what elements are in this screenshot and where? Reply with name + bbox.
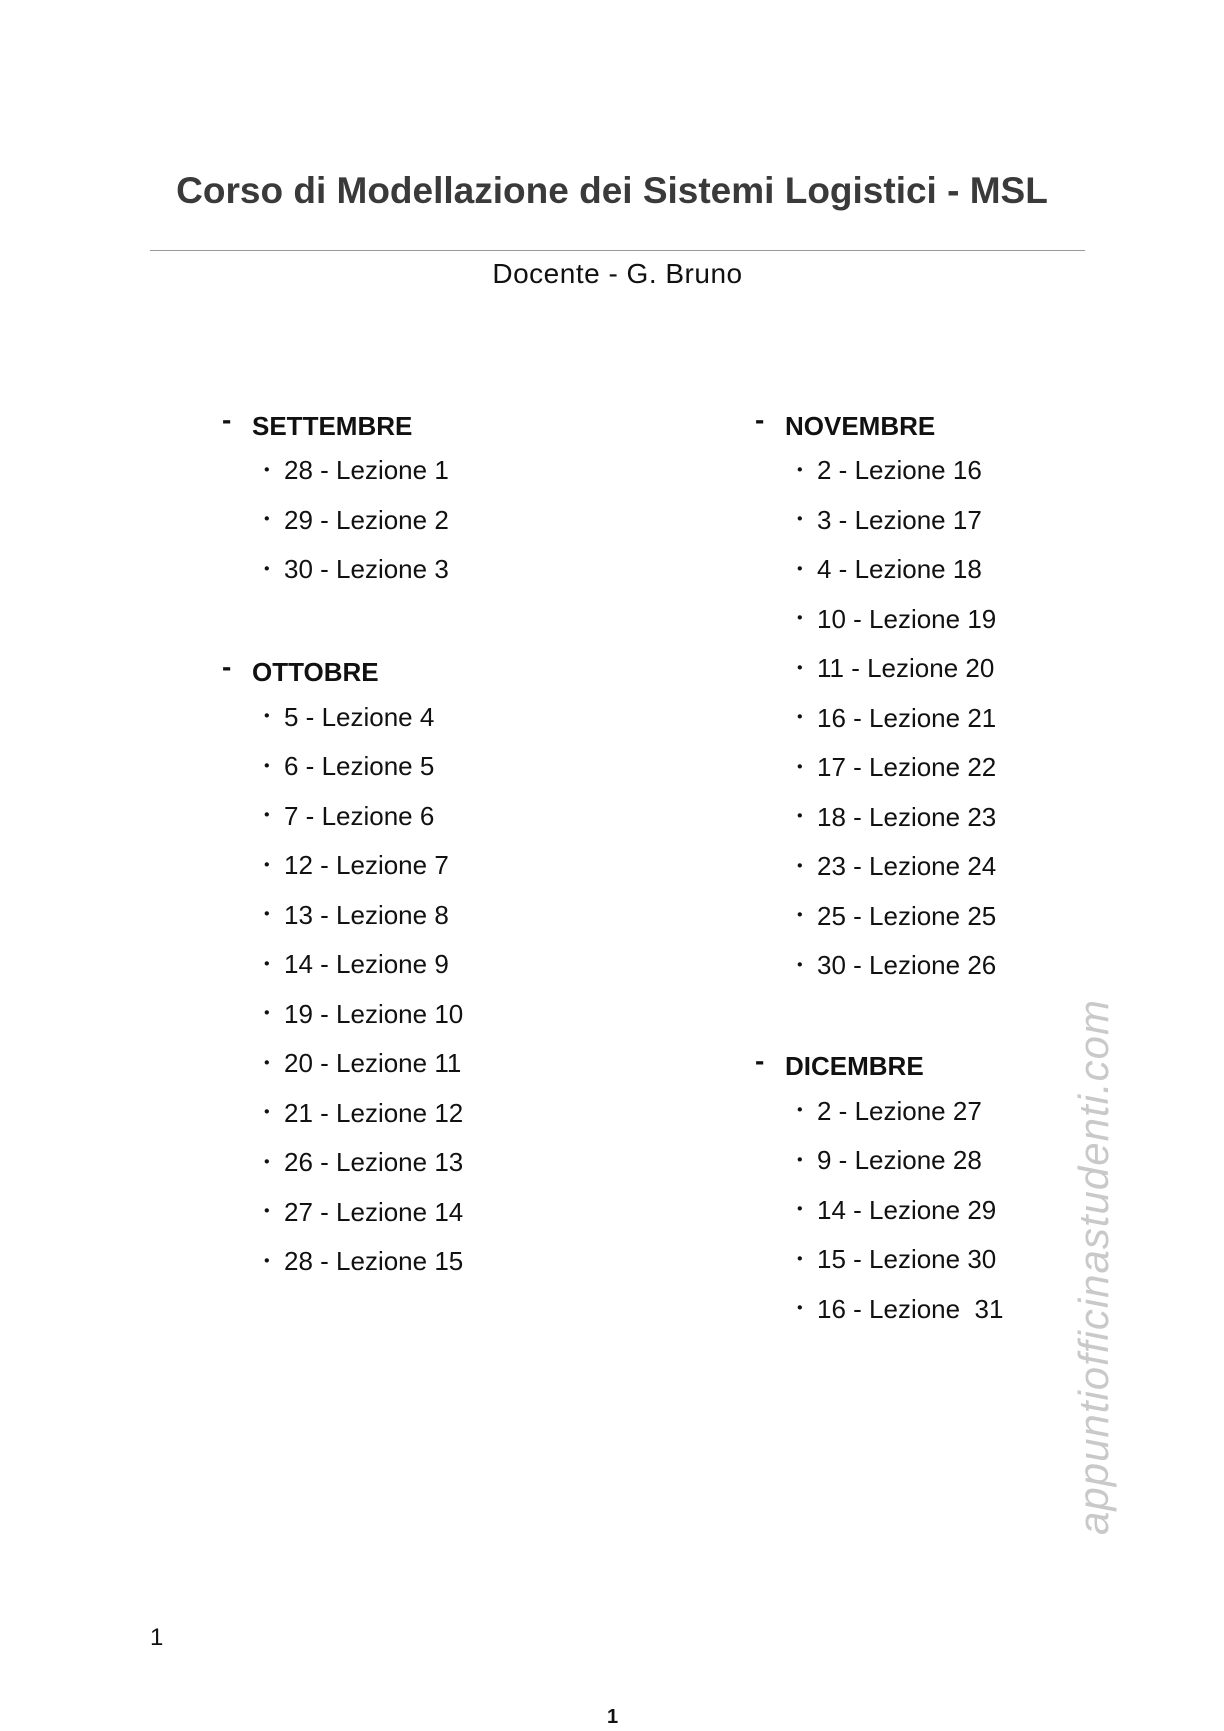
list-item: • 18 - Lezione 23 [755, 793, 1003, 843]
title-divider [150, 250, 1085, 251]
page-number: 1 [150, 1624, 164, 1651]
list-item: • 23 - Lezione 24 [755, 842, 1003, 892]
list-item: • 2 - Lezione 16 [755, 446, 1003, 496]
list-item: • 14 - Lezione 9 [222, 940, 463, 990]
list-item: • 12 - Lezione 7 [222, 841, 463, 891]
list-item: • 9 - Lezione 28 [755, 1136, 1003, 1186]
month-header-novembre [755, 406, 1003, 446]
month-name: DICEMBRE [785, 1051, 924, 1081]
list-item: • 20 - Lezione 11 [222, 1039, 463, 1089]
list-item: • 28 - Lezione 15 [222, 1237, 463, 1287]
list-item: • 16 - Lezione 21 [755, 694, 1003, 744]
list-item: • 25 - Lezione 25 [755, 892, 1003, 942]
page-number-footer: 1 [607, 1706, 619, 1728]
watermark: appuntiofficinastudenti.com [1070, 999, 1117, 1535]
list-item: • 11 - Lezione 20 [755, 644, 1003, 694]
list-item: • 17 - Lezione 22 [755, 743, 1003, 793]
right-column [755, 406, 1003, 1334]
month-name: NOVEMBRE [785, 410, 936, 441]
dash-marker: - [755, 1044, 765, 1076]
list-item: • 13 - Lezione 8 [222, 891, 463, 941]
lesson-list-dicembre [755, 1087, 1003, 1335]
lesson-list-ottobre [222, 693, 463, 1287]
list-item: • 7 - Lezione 6 [222, 792, 463, 842]
month-header-settembre [222, 406, 463, 446]
list-item: • 21 - Lezione 12 [222, 1089, 463, 1139]
month-header-dicembre [755, 1044, 1003, 1087]
lesson-list-settembre [222, 446, 463, 595]
list-item: • 4 - Lezione 18 [755, 545, 1003, 595]
list-item: • 30 - Lezione 26 [755, 941, 1003, 991]
list-item: • 28 - Lezione 1 [222, 446, 463, 496]
list-item: • 15 - Lezione 30 [755, 1235, 1003, 1285]
page-subtitle: Docente - G. Bruno [492, 258, 743, 289]
left-column [222, 406, 463, 1287]
list-item: • 16 - Lezione 31 [755, 1285, 1003, 1335]
list-item: • 6 - Lezione 5 [222, 742, 463, 792]
dash-marker: - [755, 404, 765, 435]
page-title: Corso di Modellazione dei Sistemi Logistici - MSL [176, 170, 1048, 211]
month-header-ottobre [222, 650, 463, 693]
dash-marker: - [222, 650, 232, 682]
list-item: • 2 - Lezione 27 [755, 1087, 1003, 1137]
list-item: • 5 - Lezione 4 [222, 693, 463, 743]
list-item: • 30 - Lezione 3 [222, 545, 463, 595]
list-item: • 27 - Lezione 14 [222, 1188, 463, 1238]
list-item: • 3 - Lezione 17 [755, 496, 1003, 546]
month-name: SETTEMBRE [252, 410, 413, 441]
list-item: • 26 - Lezione 13 [222, 1138, 463, 1188]
list-item: • 10 - Lezione 19 [755, 595, 1003, 645]
dash-marker: - [222, 404, 232, 435]
list-item: • 29 - Lezione 2 [222, 496, 463, 546]
lesson-list-novembre [755, 446, 1003, 991]
list-item: • 14 - Lezione 29 [755, 1186, 1003, 1236]
month-name: OTTOBRE [252, 657, 379, 687]
list-item: • 19 - Lezione 10 [222, 990, 463, 1040]
